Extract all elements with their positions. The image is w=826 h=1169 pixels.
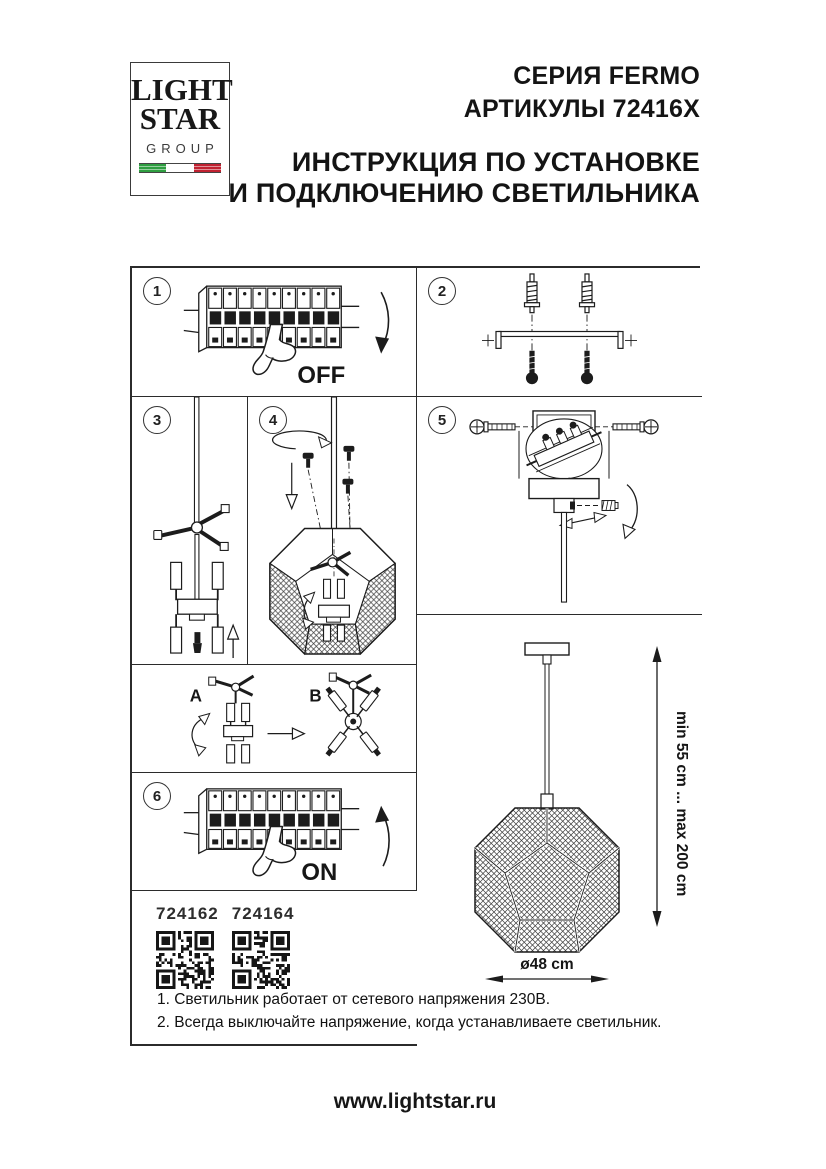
step-number: 3: [143, 406, 171, 434]
note-1: 1. Светильник работает от сетевого напряжения 230В.: [157, 991, 551, 1008]
step-number: 5: [428, 406, 456, 434]
instruction-grid: [130, 266, 700, 1046]
step-number: 6: [143, 782, 171, 810]
step-5-panel: [417, 397, 702, 615]
logo-star: STAR: [139, 100, 221, 136]
articles-title: АРТИКУЛЫ 72416X: [463, 94, 700, 123]
step-number: 4: [259, 406, 287, 434]
pendant-dimension-drawing: [417, 615, 702, 1048]
qr-code: [156, 931, 214, 989]
step-3-panel: [132, 397, 248, 665]
qr-code: [232, 931, 290, 989]
note-2: 2. Всегда выключайте напряжение, когда устанавливаете светильник.: [157, 1014, 662, 1032]
instruction-title: [229, 147, 700, 210]
step-6-panel: [132, 773, 417, 891]
on-label: ON: [301, 859, 338, 887]
series-title: СЕРИЯ FERMO: [513, 62, 700, 90]
logo-light: LIGHT: [131, 72, 233, 107]
step-5-ceiling-mount-diagram: [417, 397, 702, 614]
step-4-shade-assembly-diagram: [248, 397, 416, 664]
pendant-dimensions-panel: [417, 615, 702, 1048]
variant-ab-diagram: [132, 665, 416, 772]
flag-white: [166, 164, 193, 172]
height-range-dimension: min 55 cm ... max 200 cm: [673, 711, 690, 897]
diameter-dimension: ø48 cm: [520, 956, 574, 973]
flag-red: [194, 164, 221, 172]
variant-ab-panel: [132, 665, 417, 773]
variant-a-label: A: [189, 686, 203, 706]
flag-green: [139, 164, 166, 172]
step-1-panel: [132, 268, 417, 397]
step-number: 2: [428, 277, 456, 305]
product-code: 724164: [231, 904, 295, 923]
step-2-hardware-diagram: [417, 268, 702, 396]
step-number: 1: [143, 277, 171, 305]
instruction-title-line1: ИНСТРУКЦИЯ ПО УСТАНОВКЕ: [291, 147, 700, 177]
step-3-suspension-diagram: [132, 397, 247, 664]
step-2-panel: [417, 268, 702, 397]
header: [229, 60, 700, 210]
step-4-panel: [248, 397, 417, 665]
website-url: www.lightstar.ru: [333, 1090, 497, 1113]
product-code: 724162: [156, 904, 219, 923]
step-6-breaker-on-diagram: [132, 773, 416, 890]
off-label: OFF: [297, 361, 346, 389]
logo-group: GROUP: [146, 140, 219, 156]
lightstar-logo: [130, 62, 233, 196]
safety-notes: [157, 988, 677, 1035]
instruction-title-line2: И ПОДКЛЮЧЕНИЮ СВЕТИЛЬНИКА: [228, 178, 700, 209]
step-1-breaker-off-diagram: [132, 268, 416, 396]
italian-flag-bar: [139, 163, 221, 173]
variant-b-label: B: [309, 686, 322, 706]
